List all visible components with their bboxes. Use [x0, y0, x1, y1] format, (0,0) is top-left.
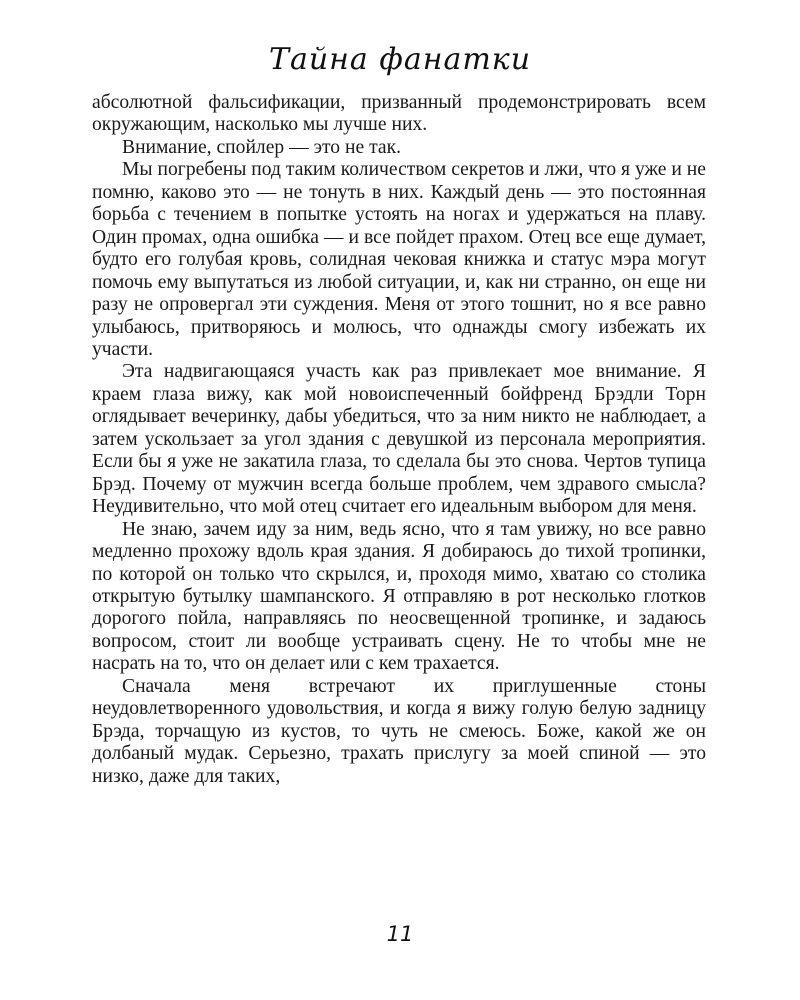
paragraph: Внимание, спойлер — это не так.: [122, 136, 402, 158]
paragraph: Эта надвигающаяся участь как раз привлекает мое внимание. Я краем глаза вижу, как мой новоиспеченный бойфренд Брэдли Торн оглядывает вечеринку, дабы убедиться, что за ним никто не наблюдает, а затем ускользает за угол здания с девушкой из персонала мероприятия. Если бы я уже не закатила глаза, то сделала бы это снова. Чертов тупица Брэд. Почему от мужчин всегда больше проблем, чем здравого смысла? Неудивительно, что мой отец считает его идеальным выбором для меня.: [92, 361, 706, 518]
page-text-body: [92, 92, 706, 788]
paragraph: Мы погребены под таким количеством секретов и лжи, что я уже и не помню, каково это — не тонуть в них. Каждый день — это постоянная борьба с течением в попытке устоять на ногах и удержаться на плаву. Один промах, одна ошибка — и все пойдет прахом. Отец все еще думает, будто его голубая кровь, солидная чековая книжка и статус мэра могут помочь ему выпутаться из любой ситуации, и, как ни странно, он еще ни разу не опровергал эти суждения. Меня от этого тошнит, но я все равно улыбаюсь, притворяюсь и молюсь, что однажды смогу избежать их участи.: [92, 159, 706, 360]
running-header-title: Тайна фанатки: [268, 42, 532, 77]
page-number: 11: [386, 922, 414, 946]
paragraph: Не знаю, зачем иду за ним, ведь ясно, что я там увижу, но все равно медленно прохожу вдоль края здания. Я добираюсь до тихой тропинки, по которой он только что скрылся, и, проходя мимо, хватаю со столика открытую бутылку шампанского. Я отправляю в рот несколько глотков дорогого пойла, направляясь по неосвещенной тропинке, и задаюсь вопросом, стоит ли вообще устраивать сцену. Не то чтобы мне не насрать на то, что он делает или с кем трахается.: [92, 518, 706, 675]
paragraph-continued: абсолютной фальсификации, призванный продемонстрировать всем окружающим, насколько мы лучше них.: [92, 92, 706, 136]
paragraph: Сначала меня встречают их приглушенные стоны неудовлетворенного удовольствия, и когда я вижу голую белую задницу Брэда, торчащую из кустов, то чуть не смеюсь. Боже, какой же он долбаный мудак. Серьезно, трахать прислугу за моей спиной — это низко, даже для таких,: [92, 675, 706, 787]
